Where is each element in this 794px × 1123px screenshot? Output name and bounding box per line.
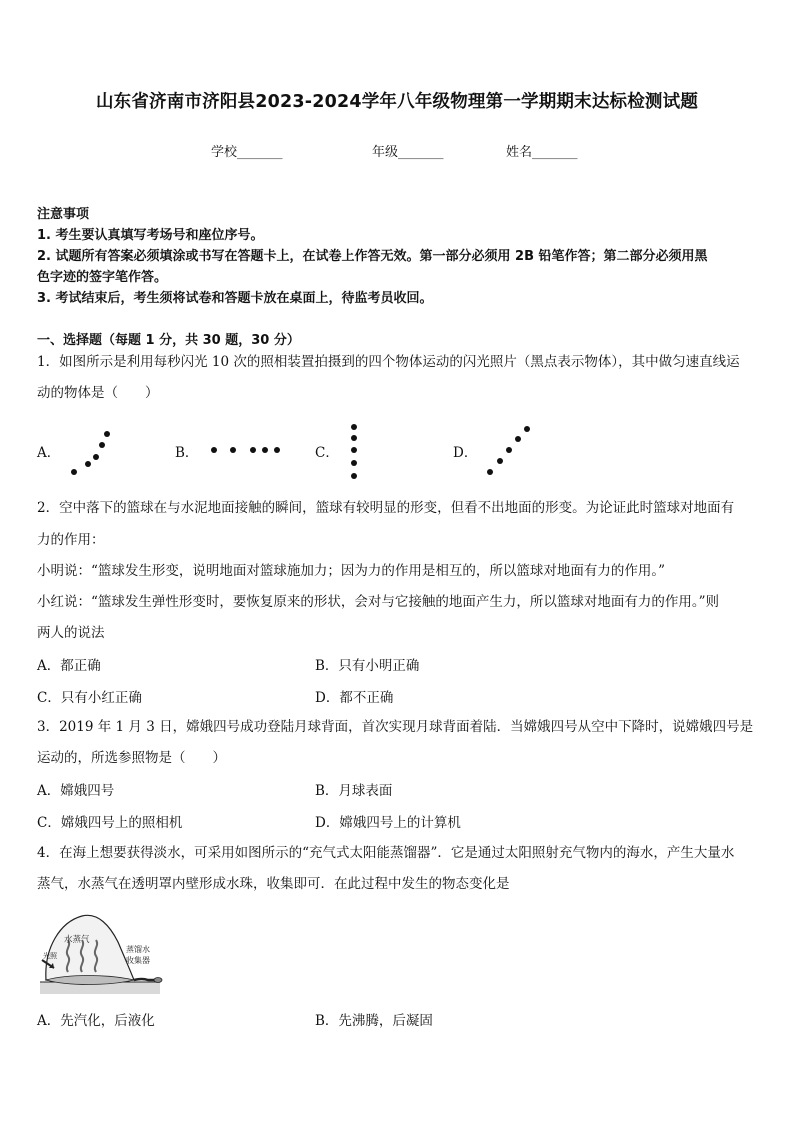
note-item-1: 1. 考生要认真填写考场号和座位序号。 [37,228,264,243]
q3-option-c[interactable]: C．嫦娥四号上的照相机 [37,815,183,831]
flash-dot [351,473,357,479]
q2-stem-line5: 两人的说法 [37,625,105,641]
q4-stem-line2: 蒸气，水蒸气在透明罩内壁形成水珠，收集即可．在此过程中发生的物态变化是 [37,876,510,892]
q1-option-c-label[interactable]: C． [315,445,339,461]
grade-field[interactable]: 年级_______ [372,145,444,160]
vapor-label: 水蒸气 [64,935,90,945]
flash-dot [351,435,357,441]
flash-dot [524,426,530,432]
solar-still-figure [38,908,168,998]
flash-dot [487,469,493,475]
q4-option-b[interactable]: B．先沸腾，后凝固 [315,1013,433,1029]
q2-xiaohong-statement: 小红说：“篮球发生弹性形变时，要恢复原来的形状，会对与它接触的地面产生力，所以篮球对地面有力的作用。”则 [37,594,720,610]
q3-option-a[interactable]: A．嫦娥四号 [37,783,115,799]
note-item-3: 3. 考试结束后，考生须将试卷和答题卡放在桌面上，待监考员收回。 [37,291,433,306]
collector-label-2: 收集器 [126,956,150,965]
q2-stem-line2: 力的作用： [37,532,105,548]
flash-dot [506,447,512,453]
q3-stem-line2: 运动的，所选参照物是（ ） [37,750,226,766]
sun-label: 光照 [43,952,57,960]
name-field[interactable]: 姓名_______ [506,145,578,160]
q1-option-a-label[interactable]: A． [37,445,61,461]
q2-stem-line1: 2．空中落下的篮球在与水泥地面接触的瞬间，篮球有较明显的形变，但看不出地面的形变。为论证此时篮球对地面有 [37,500,735,516]
q4-option-a[interactable]: A．先汽化，后液化 [37,1013,155,1029]
flash-dot [351,460,357,466]
flash-dot [515,436,521,442]
q1-stem-line1: 1．如图所示是利用每秒闪光 10 次的照相装置拍摄到的四个物体运动的闪光照片（黑点表示物体），其中做匀速直线运 [37,354,740,370]
note-item-2: 2. 试题所有答案必须填涂或书写在答题卡上，在试卷上作答无效。第一部分必须用 2B 铅笔作答；第二部分必须用黑 [37,249,708,264]
q1-option-d-label[interactable]: D． [453,445,478,461]
school-field[interactable]: 学校_______ [211,145,283,160]
flash-dot [250,447,256,453]
q2-xiaoming-statement: 小明说：“篮球发生形变，说明地面对篮球施加力；因为力的作用是相互的，所以篮球对地面有力的作用。” [37,563,666,579]
q1-stem-line2: 动的物体是（ ） [37,385,159,401]
flash-dot [497,458,503,464]
q3-option-b[interactable]: B．月球表面 [315,783,393,799]
page-title: 山东省济南市济阳县2023-2024学年八年级物理第一学期期末达标检测试题 [95,92,699,112]
flash-dot [85,461,91,467]
flash-dot [351,447,357,453]
q2-option-b[interactable]: B．只有小明正确 [315,658,420,674]
q1-option-b-label[interactable]: B． [175,445,199,461]
q2-option-d[interactable]: D．都不正确 [315,690,394,706]
note-item-2-cont: 色字迹的签字笔作答。 [37,270,168,285]
notes-heading: 注意事项 [37,207,90,222]
flash-dot [104,431,110,437]
collector-label-1: 蒸馏水 [126,945,150,954]
flash-dot [211,447,217,453]
transparent-dome [46,915,134,980]
flash-dot [99,442,105,448]
q3-option-d[interactable]: D．嫦娥四号上的计算机 [315,815,461,831]
flash-dot [230,447,236,453]
q2-option-a[interactable]: A．都正确 [37,658,101,674]
q4-stem-line1: 4．在海上想要获得淡水，可采用如图所示的“充气式太阳能蒸馏器”．它是通过太阳照射充气物内的海水，产生大量水 [37,845,735,861]
section-heading: 一、选择题（每题 1 分，共 30 题，30 分） [37,333,300,348]
flash-dot [71,469,77,475]
flash-dot [351,424,357,430]
q2-option-c[interactable]: C．只有小红正确 [37,690,142,706]
collector-bag [154,978,162,983]
q3-stem-line1: 3．2019 年 1 月 3 日，嫦娥四号成功登陆月球背面，首次实现月球背面着陆．当嫦娥四号从空中下降时，说嫦娥四号是 [37,719,754,735]
flash-dot [262,447,268,453]
flash-dot [93,454,99,460]
flash-dot [274,447,280,453]
